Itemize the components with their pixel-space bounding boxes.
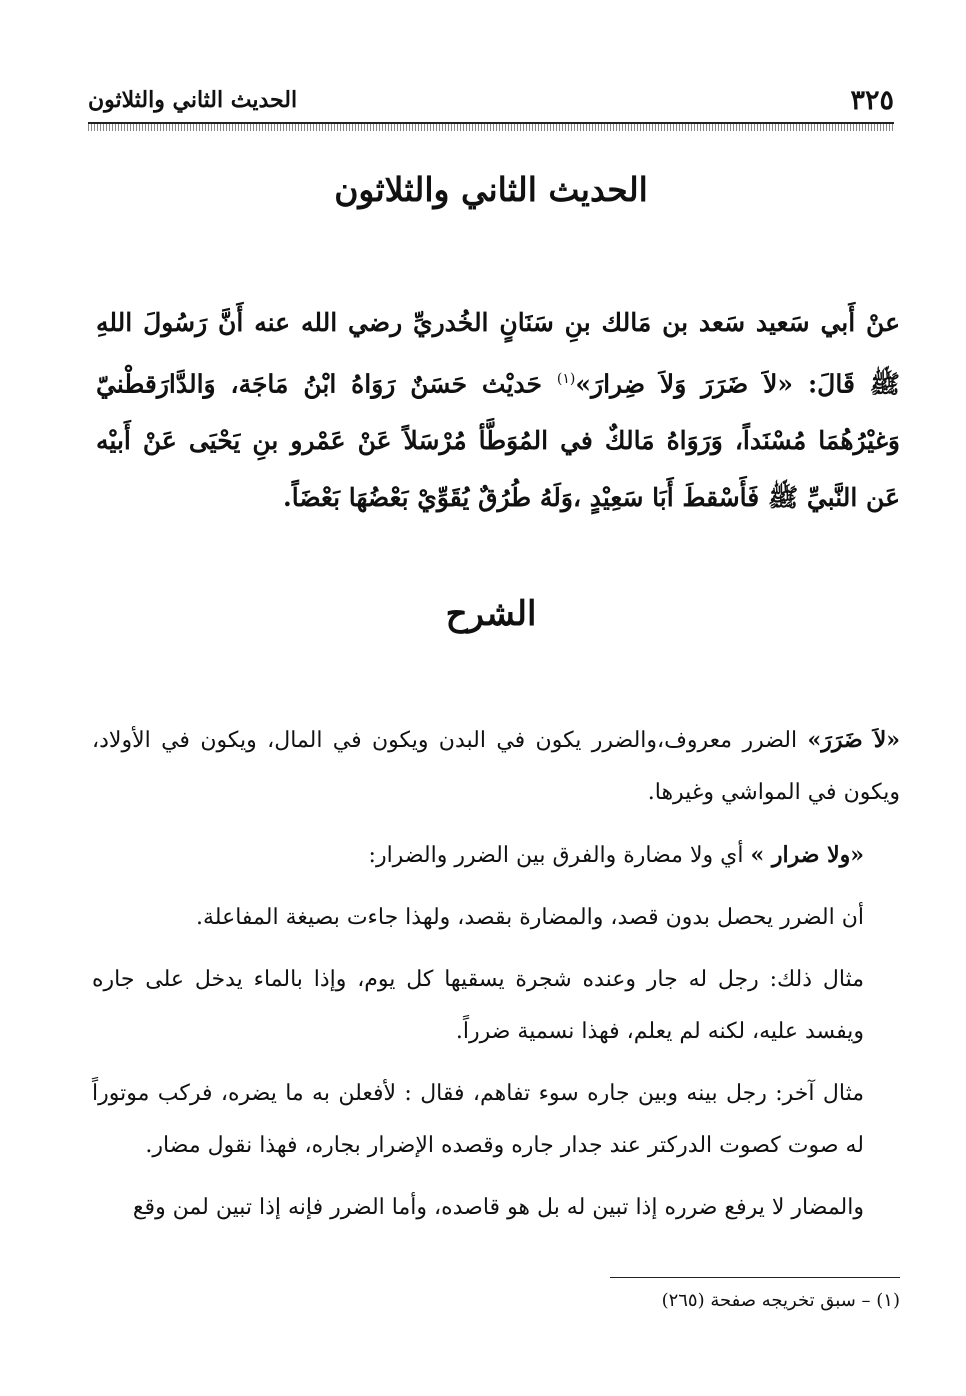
page-header (88, 80, 894, 120)
hadith-text (96, 294, 900, 526)
sharh-keyword: «لاَ ضَرَرَ» (807, 727, 900, 753)
footnote: (١) – سبق تخريجه صفحة (٢٦٥) (661, 1290, 900, 1311)
sharh-paragraph (92, 714, 900, 819)
sharh-paragraph: أن الضرر يحصل بدون قصد، والمضارة بقصد، ولهذا جاءت بصيغة المفاعلة. (196, 905, 864, 930)
running-title: الحديث الثاني والثلاثون (88, 87, 298, 113)
sharh-paragraph: والمضار لا يرفع ضرره إذا تبين له بل هو قاصده، وأما الضرر فإنه إذا تبين لمن وقع (132, 1195, 864, 1220)
hadith-title: الحديث الثاني والثلاثون (334, 170, 648, 209)
sharh-text: أي ولا مضارة والفرق بين الضرر والضرار: (368, 843, 751, 868)
header-divider (88, 122, 894, 131)
footnote-ref[interactable]: (١) (556, 371, 576, 387)
sharh-paragraph: مثال ذلك: رجل له جار وعنده شجرة يسقيها كل يوم، وإذا بالماء يدخل على جاره ويفسد عليه، لكنه لم يعلم، فهذا نسمية ضرراً. (92, 967, 864, 1044)
hadith-quote: «لاَ ضَرَرَ وَلاَ ضِرارَ» (575, 369, 794, 399)
sharh-title: الشرح (445, 594, 537, 634)
sharh-text: الضرر معروف،والضرر يكون في البدن ويكون في المال، ويكون في الأولاد، ويكون في المواشي وغيرها. (92, 728, 900, 805)
hadith-chain: عنْ أَبي سَعيد سَعد بن مَالك بنِ سَنَانٍ الخُدريِّ رضي الله عنه أَنَّ رَسُولَ اللهِ ﷺ قَالَ: (96, 308, 900, 399)
sharh-keyword: «ولا ضرار » (750, 842, 864, 868)
sharh-paragraph (92, 829, 900, 882)
sharh-body (92, 714, 900, 1244)
page-number: ٣٢٥ (850, 84, 894, 116)
sharh-paragraph: مثال آخر: رجل بينه وبين جاره سوء تفاهم، فقال : لأفعلن به ما يضره، فركب موتوراً له صوت كصوت الدركتر عند جدار جاره وقصده الإضرار بجاره، فهذا نقول مضار. (92, 1081, 864, 1158)
footnote-divider (610, 1277, 900, 1278)
hadith-grading: حَديْث حَسَنٌ رَوَاهُ ابْنُ مَاجَة، وَالدَّارَقطْنيّ وَغيْرُهُمَا مُسْنَداً، وَرَوَاهُ مَالكٌ في المُوَطَّأ مُرْسَلاً عَنْ عَمْرو بنِ يَحْيَى عَنْ أَبيْه عَن النَّبيِّ ﷺ فَأَسْقطَ أَبَا سَعِيْدٍ ،وَلَهُ طُرُقٌ يُقَوِّيْ بَعْضُهَا بَعْضَاً. (96, 369, 900, 513)
